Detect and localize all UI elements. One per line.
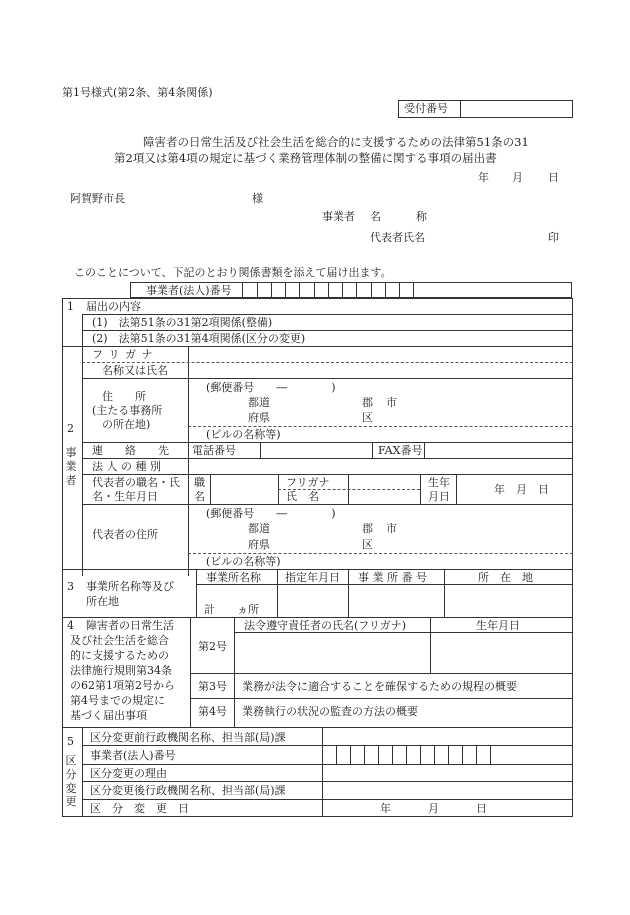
s4-text-5: の62第1項第2号から — [70, 679, 175, 692]
s5-date-day[interactable]: 日 — [476, 802, 487, 815]
s2-rep-todo: 都道 — [248, 522, 270, 535]
s2-address-label-3: の所在地) — [102, 418, 151, 431]
s2-fuken: 府県 — [248, 411, 270, 424]
receipt-number-field[interactable] — [461, 101, 572, 117]
s2-furigana-label: フ リ ガ ナ — [92, 348, 154, 361]
business-name-label: 名 — [370, 210, 381, 223]
s4-no4-label: 第4号 — [198, 705, 227, 718]
s2-rep-ku: 区 — [362, 538, 373, 551]
s2-birth-label-1: 生年 — [428, 476, 450, 489]
s2-rep-name-field[interactable] — [349, 490, 419, 503]
s3-number: 3 — [67, 580, 74, 593]
s2-furigana-field[interactable] — [189, 347, 572, 362]
s2-address-label-1: 住 所 — [102, 390, 146, 403]
s5-row-after-agency: 区分変更後行政機関名称、担当部(局)課 — [90, 784, 286, 797]
title-line-2: 第2項又は第4項の規定に基づく業務管理体制の整備に関する事項の届出書 — [114, 151, 497, 165]
s4-text-2: 及び社会生活を総合 — [70, 634, 169, 647]
s4-text-4: 法律施行規則第34条 — [70, 664, 172, 677]
s5-date-year[interactable]: 年 — [380, 802, 391, 815]
s5-row-before-agency: 区分変更前行政機関名称、担当部(局)課 — [90, 731, 286, 744]
s2-number: 2 — [67, 422, 74, 435]
s2-corp-type-label: 法 人 の 種 別 — [92, 460, 161, 473]
business-name-label-2: 称 — [416, 210, 427, 223]
s2-fax-field[interactable] — [425, 443, 572, 457]
s3-number-field[interactable] — [349, 585, 443, 616]
s4-no3-text[interactable]: 業務が法令に適合することを確保するための規程の概要 — [242, 680, 517, 693]
s2-rep-gun: 郡 — [362, 522, 373, 535]
s5-row-corp-number: 事業者(法人)番号 — [90, 749, 176, 762]
s2-furigana-2-label: フリガナ — [286, 476, 330, 489]
s2-rep-furigana-field[interactable] — [349, 475, 419, 488]
s4-text-3: 的に支援するための — [70, 649, 169, 662]
s1-item-2[interactable]: (2) 法第51条の31第4項関係(区分の変更) — [92, 332, 306, 345]
s4-text-7: 基づく届出事項 — [70, 709, 147, 722]
s2-shi: 市 — [386, 396, 397, 409]
s4-text-6: 第4号までの規定に — [70, 694, 165, 707]
s2-title-label-2: 名 — [194, 490, 205, 503]
s4-no3-label: 第3号 — [198, 680, 227, 693]
s2-address-label-2: (主たる事務所 — [92, 404, 163, 417]
addressee: 阿賀野市長 — [70, 192, 125, 205]
s5-number: 5 — [67, 735, 74, 748]
s4-no4-text[interactable]: 業務執行の状況の監査の方法の概要 — [242, 705, 418, 718]
s2-rep-shi: 市 — [386, 522, 397, 535]
s2-rep-info-label-2: 名・生年月日 — [92, 490, 158, 503]
seal-mark: 印 — [548, 231, 559, 244]
s4-number: 4 — [67, 619, 74, 632]
s3-location-field[interactable] — [445, 585, 572, 616]
rep-name-label: 代表者氏名 — [370, 231, 425, 244]
s5-reason-field[interactable] — [323, 765, 572, 780]
s4-no2-label: 第2号 — [198, 640, 227, 653]
s2-vertical-label: 事業者 — [65, 446, 77, 487]
s2-phone-field[interactable] — [261, 443, 371, 457]
business-label: 事業者 — [322, 210, 355, 223]
s3-col-name: 事業所名称 — [206, 571, 261, 584]
s5-row-change-date: 区 分 変 更 日 — [90, 802, 189, 815]
intro-text: このことについて、下記のとおり関係書類を添えて届け出ます。 — [74, 266, 392, 279]
s4-no2-col-name: 法令遵守責任者の氏名(フリガナ) — [244, 619, 407, 632]
s3-date-field[interactable] — [278, 585, 347, 616]
s2-birth-label-2: 月日 — [428, 490, 450, 503]
corp-number-label: 事業者(法人)番号 — [146, 284, 232, 297]
s1-title: 届出の内容 — [86, 300, 141, 313]
title-line-1: 障害者の日常生活及び社会生活を総合的に支援するための法律第51条の31 — [143, 135, 529, 149]
s2-todo: 都道 — [248, 396, 270, 409]
s2-contact-label: 連 絡 先 — [92, 444, 169, 457]
s2-rep-postal: (郵便番号 ― ) — [206, 507, 336, 520]
s3-col-date: 指定年月日 — [285, 571, 340, 584]
date-month: 月 — [512, 171, 523, 184]
s1-item-1[interactable]: (1) 法第51条の31第2項関係(整備) — [92, 316, 273, 329]
s4-compliance-birth-field[interactable] — [431, 633, 572, 672]
s2-phone-label: 電話番号 — [192, 444, 236, 457]
s5-vertical-label: 区分変更 — [65, 754, 77, 809]
form-number: 第1号様式(第2条、第4条関係) — [62, 86, 213, 99]
s3-col-location: 所 在 地 — [478, 571, 533, 584]
s3-total: 計 ヵ所 — [204, 603, 259, 616]
s3-title-2: 所在地 — [86, 595, 119, 608]
s2-gun: 郡 — [362, 396, 373, 409]
s2-title-label-1: 職 — [194, 476, 205, 489]
s2-rep-info-label-1: 代表者の職名・氏 — [92, 476, 180, 489]
s2-corp-type-field[interactable] — [189, 459, 572, 473]
s5-before-agency-field[interactable] — [323, 728, 572, 744]
s5-after-agency-field[interactable] — [323, 782, 572, 798]
s3-title-1: 事業所名称等及び — [86, 580, 174, 593]
s2-postal: (郵便番号 ― ) — [206, 381, 336, 394]
date-day: 日 — [548, 171, 559, 184]
s2-rep-building: (ビルの名称等) — [206, 555, 281, 568]
s4-text-1: 障害者の日常生活 — [86, 619, 174, 632]
s2-shimei-label: 氏 名 — [286, 490, 319, 503]
s5-date-month[interactable]: 月 — [428, 802, 439, 815]
s3-col-number: 事 業 所 番 号 — [358, 571, 427, 584]
s2-name-field[interactable] — [189, 363, 572, 378]
date-year: 年 — [478, 171, 489, 184]
s2-building: (ビルの名称等) — [206, 428, 281, 441]
s2-rep-title-field[interactable] — [211, 475, 277, 503]
s2-rep-address-label: 代表者の住所 — [92, 528, 158, 541]
s4-no2-col-birth: 生年月日 — [476, 619, 520, 632]
s2-rep-fuken: 府県 — [248, 538, 270, 551]
receipt-label: 受付番号 — [404, 102, 448, 115]
s1-number: 1 — [67, 300, 74, 313]
s2-birth-ymd[interactable]: 年 月 日 — [494, 483, 549, 496]
s5-row-reason: 区分変更の理由 — [90, 767, 167, 780]
s2-ku: 区 — [362, 411, 373, 424]
s2-fax-label: FAX番号 — [378, 444, 423, 457]
s3-name-field[interactable] — [197, 585, 276, 602]
addressee-honorific: 様 — [252, 192, 263, 205]
s4-compliance-officer-field[interactable] — [235, 633, 429, 672]
s2-name-label: 名称又は氏名 — [102, 364, 168, 377]
